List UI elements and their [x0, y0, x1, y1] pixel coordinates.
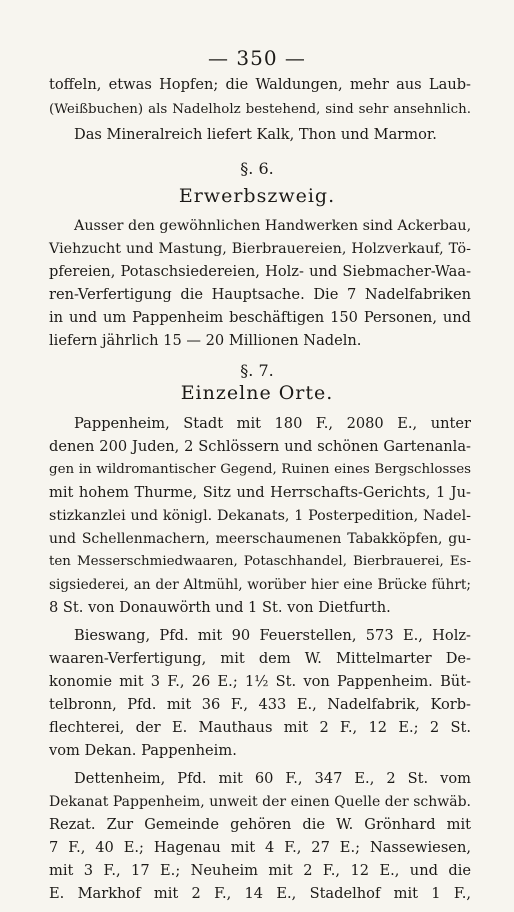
text-line: mit 3 F., 17 E.; Neuheim mit 2 F., 12 E., und die	[49, 862, 471, 879]
text-line: ren-Verfertigung die Hauptsache. Die 7 Nadelfabriken	[49, 286, 471, 303]
text-line: flechterei, der E. Mauthaus mit 2 F., 12 E.; 2 St.	[49, 719, 471, 736]
text-line: ten Messerschmiedwaaren, Potaschhandel, Bierbrauerei, Es-	[49, 554, 471, 569]
text-line: Bieswang, Pfd. mit 90 Feuerstellen, 573 E., Holz-	[74, 627, 471, 644]
text-line: denen 200 Juden, 2 Schlössern und schönen Gartenanla-	[49, 438, 471, 455]
text-line: gen in wildromantischer Gegend, Ruinen eines Bergschlosses	[49, 462, 471, 477]
text-line: Dekanat Pappenheim, unweit der einen Quelle der schwäb.	[49, 794, 471, 810]
text-line: in und um Pappenheim beschäftigen 150 Personen, und	[49, 309, 471, 326]
text-line: 8 St. von Donauwörth und 1 St. von Dietfurth.	[49, 599, 391, 616]
text-line: sigsiederei, an der Altmühl, worüber hier eine Brücke führt;	[49, 577, 471, 593]
text-line: 7 F., 40 E.; Hagenau mit 4 F., 27 E.; Nassewiesen,	[49, 839, 471, 856]
text-line: konomie mit 3 F., 26 E.; 1½ St. von Pappenheim. Büt-	[49, 673, 471, 690]
text-line: toffeln, etwas Hopfen; die Waldungen, mehr aus Laub-	[49, 76, 471, 93]
text-line: Ausser den gewöhnlichen Handwerken sind Ackerbau,	[74, 218, 472, 234]
text-line: E. Markhof mit 2 F., 14 E., Stadelhof mit 1 F.,	[49, 885, 471, 902]
text-line: liefern jährlich 15 — 20 Millionen Nadeln.	[49, 332, 362, 349]
text-line: telbronn, Pfd. mit 36 F., 433 E., Nadelfabrik, Korb-	[49, 696, 471, 713]
text-line: pfereien, Potaschsiedereien, Holz- und Siebmacher-Waa-	[49, 263, 471, 280]
text-line: und Schellenmachern, meerschaumenen Tabakköpfen, gu-	[49, 531, 471, 547]
text-line: Viehzucht und Mastung, Bierbrauereien, Holzverkauf, Tö-	[49, 241, 471, 257]
text-line: (Weißbuchen) als Nadelholz bestehend, sind sehr ansehnlich.	[49, 102, 471, 117]
text-line: Rezat. Zur Gemeinde gehören die W. Grönhard mit	[49, 816, 471, 833]
text-line: Das Mineralreich liefert Kalk, Thon und Marmor.	[74, 126, 437, 143]
page-number: — 350 —	[208, 46, 306, 70]
text-line: Pappenheim, Stadt mit 180 F., 2080 E., unter	[74, 415, 471, 432]
section-number: §. 6.	[240, 159, 274, 178]
section-heading: Erwerbszweig.	[178, 185, 336, 207]
text-line: Dettenheim, Pfd. mit 60 F., 347 E., 2 St. vom	[74, 770, 471, 787]
section-heading: Einzelne Orte.	[180, 382, 334, 404]
section-number: §. 7.	[240, 361, 274, 380]
text-line: waaren-Verfertigung, mit dem W. Mittelmarter De-	[49, 650, 471, 667]
text-line: stizkanzlei und königl. Dekanats, 1 Posterpedition, Nadel-	[49, 508, 471, 524]
text-line: vom Dekan. Pappenheim.	[49, 742, 237, 759]
text-line: mit hohem Thurme, Sitz und Herrschafts-Gerichts, 1 Ju-	[49, 484, 471, 501]
